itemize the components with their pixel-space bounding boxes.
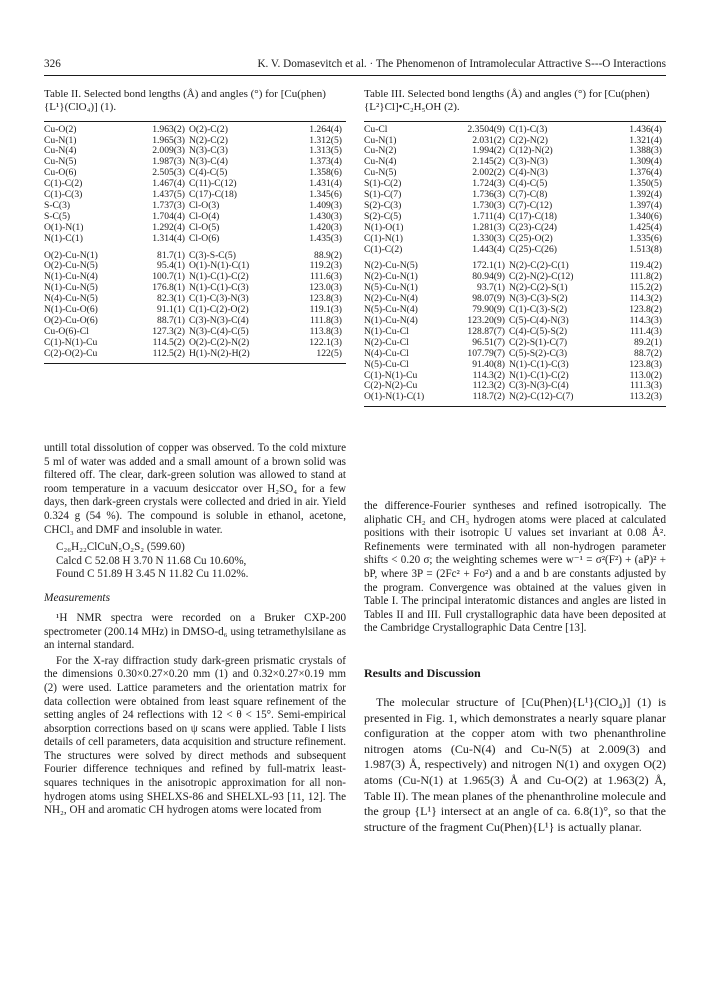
bond-value-cell: 95.4(1) xyxy=(157,261,185,272)
table-row xyxy=(364,201,666,212)
bond-value-cell: 1.409(3) xyxy=(309,200,342,211)
bond-value-cell: 1.513(8) xyxy=(629,244,662,255)
left-column xyxy=(44,88,346,364)
bond-label-cell: S(1)-C(2) xyxy=(364,179,402,190)
table-row xyxy=(364,327,666,338)
bond-value-cell: 123.8(3) xyxy=(309,294,342,305)
bond-label-cell: C(12)-N(2) xyxy=(509,146,553,157)
table-row xyxy=(44,261,346,272)
bond-value-cell: 2.031(2) xyxy=(472,135,505,146)
bond-label-cell: N(1)-O(1) xyxy=(364,222,404,233)
bond-value-cell: 1.345(6) xyxy=(309,190,342,201)
bond-value-cell: 113.2(3) xyxy=(629,392,662,403)
bond-value-cell: 1.435(3) xyxy=(309,233,342,244)
bond-value-cell: 123.20(9) xyxy=(467,316,505,326)
table-row xyxy=(364,146,666,157)
paragraph: The molecular structure of [Cu(Phen){L¹}(ClO₄)] (1) is presented in Fig. 1, which demonstrates a nearly square planar configuration at the copper atom with two phenanthroline nitrogen atoms (Cu-N(4) and Cu-N(5) at 2.009(3) and 1.987(3) Å, respectively) and nitrogen N(1) and oxygen O(2) atoms (Cu-N(1) at 1.965(3) Å and Cu-O(2) at 1.963(2) Å, Table II). The mean planes of the phenanthroline molecule and the group {L¹} intersect at an angle of ca. 6.8(1)°, so that the structure of the fragment Cu(Phen){L¹} is actually planar. xyxy=(364,694,666,834)
table-row xyxy=(44,316,346,327)
bond-label-cell: N(3)-C(3)-S(2) xyxy=(509,294,568,305)
bond-value-cell: 82.3(1) xyxy=(157,294,185,305)
bond-label-cell: N(5)-Cu-N(4) xyxy=(364,305,418,316)
table-row xyxy=(364,125,666,136)
bond-label-cell: C(3)-N(3)-C(4) xyxy=(189,316,249,326)
bond-label-cell: Cu-N(5) xyxy=(364,168,397,179)
bond-label-cell: N(1)-C(1) xyxy=(44,233,83,244)
bond-value-cell: 119.2(3) xyxy=(309,261,342,272)
bond-label-cell: C(17)-C(18) xyxy=(509,211,557,222)
bond-value-cell: 1.312(5) xyxy=(309,135,342,146)
table-row xyxy=(364,136,666,147)
results-heading: Results and Discussion xyxy=(364,665,481,680)
table-row xyxy=(44,338,346,349)
table-row xyxy=(364,245,666,256)
table-row xyxy=(44,125,346,136)
bond-value-cell: 1.340(6) xyxy=(629,211,662,222)
right-column xyxy=(364,88,666,407)
table-row xyxy=(364,316,666,327)
table2-bottom-rule xyxy=(44,363,346,364)
bond-value-cell: 122(5) xyxy=(316,348,342,359)
table3-top-rule xyxy=(364,121,666,122)
bond-label-cell: C(1)-C(3) xyxy=(44,190,83,201)
table-row xyxy=(364,179,666,190)
bond-label-cell: C(2)-N(2) xyxy=(509,135,548,146)
bond-value-cell: 1.335(6) xyxy=(629,233,662,244)
bond-label-cell: H(1)-N(2)-H(2) xyxy=(189,348,250,359)
table-row xyxy=(44,327,346,338)
bond-value-cell: 1.431(4) xyxy=(309,179,342,190)
bond-label-cell: Cu-N(1) xyxy=(364,135,397,146)
bond-label-cell: S(2)-C(3) xyxy=(364,200,402,211)
bond-label-cell: C(11)-C(12) xyxy=(189,179,237,190)
bond-value-cell: 1.730(3) xyxy=(472,200,505,211)
bond-label-cell: C(23)-C(24) xyxy=(509,222,557,233)
bond-label-cell: Cl-O(4) xyxy=(189,211,220,222)
bond-label-cell: O(2)-Cu-N(1) xyxy=(44,249,98,261)
bond-value-cell: 2.505(3) xyxy=(152,168,185,179)
bond-value-cell: 1.313(5) xyxy=(309,146,342,157)
table-row xyxy=(44,179,346,190)
bond-value-cell: 172.1(1) xyxy=(472,260,505,272)
bond-label-cell: Cu-O(6)-Cl xyxy=(44,326,89,337)
found-analysis: Found C 51.89 H 3.45 N 11.82 Cu 11.02%. xyxy=(56,568,249,581)
running-title: K. V. Domasevitch et al. · The Phenomenon of Intramolecular Attractive S---O Interactions xyxy=(257,58,666,70)
bond-label-cell: Cu-N(2) xyxy=(364,146,397,157)
bond-label-cell: C(4)-C(5)-S(2) xyxy=(509,326,568,337)
bond-label-cell: N(4)-Cu-N(5) xyxy=(44,294,98,305)
bond-label-cell: N(2)-Cu-Cl xyxy=(364,337,409,348)
page-number: 326 xyxy=(44,58,61,70)
table-row xyxy=(364,157,666,168)
paragraph: For the X-ray diffraction study dark-green prismatic crystals of the dimensions 0.30×0.27×0.20 mm (1) and 0.32×0.27×0.19 mm (2) were used. Lattice parameters and the orientation matrix for data collection were obtained from least square refinement of the setting angles of 24 reflections with 12 < θ < 15°. Semi-empirical absorption corrections based on ψ scans were applied. Table I lists details of cell parameters, data acquisition and structure refinement. The structures were solved by direct methods and subsequent Fourier difference techniques and refined by full-matrix least-squares techniques in the anisotropic approximation for all non-hydrogen atoms using SHELXS-86 and SHELXL-93 [11, 12]. The NH₂, OH and aromatic CH hydrogen atoms were located from xyxy=(44,654,346,817)
bond-label-cell: S-C(5) xyxy=(44,211,71,222)
table-row xyxy=(364,381,666,392)
table-row xyxy=(364,283,666,294)
table-row xyxy=(44,305,346,316)
bond-label-cell: C(4)-C(5) xyxy=(509,179,548,190)
bond-value-cell: 1.965(3) xyxy=(152,135,185,146)
bond-value-cell: 119.1(3) xyxy=(309,305,342,316)
bond-value-cell: 2.145(2) xyxy=(472,157,505,168)
bond-label-cell: C(7)-C(12) xyxy=(509,200,553,211)
bond-value-cell: 96.51(7) xyxy=(472,337,505,348)
bond-label-cell: Cu-N(4) xyxy=(364,157,397,168)
bond-label-cell: Cu-N(5) xyxy=(44,157,77,168)
table-row xyxy=(44,272,346,283)
table-row xyxy=(44,212,346,223)
table3-body xyxy=(364,125,666,404)
bond-value-cell: 1.292(4) xyxy=(152,222,185,233)
bond-label-cell: N(1)-Cu-O(6) xyxy=(44,305,98,316)
bond-value-cell: 1.736(3) xyxy=(472,190,505,201)
bond-value-cell: 111.4(3) xyxy=(629,326,662,337)
table-row xyxy=(44,223,346,234)
bond-label-cell: C(1)-N(1)-Cu xyxy=(364,370,418,381)
table-row xyxy=(44,136,346,147)
bond-label-cell: N(5)-Cu-Cl xyxy=(364,359,409,370)
bond-label-cell: O(1)-N(1)-C(1) xyxy=(189,261,250,272)
bond-value-cell: 1.350(5) xyxy=(629,179,662,190)
paragraph: the difference-Fourier syntheses and refined isotropically. The aliphatic CH₂ and CH₃ hydrogen atoms were placed at calculated positions with their isotropic U values set invariant at 0.08 Å². Refinements were terminated with all non-hydrogen parameter shifts < 0.20 σ; the weighting schemes were w⁻¹ = σ²(F²) + (aP)² + bP, where 3P = (2Fc² + Fo²) and a and b are constants adjusted by the program. Convergence was obtained at the values given in Table I. The principal interatomic distances and angles are listed in Tables II and III. Full crystallographic data have been deposited at the Cambridge Crystallographic Data Centre [13]. xyxy=(364,500,666,635)
bond-label-cell: Cu-Cl xyxy=(364,124,388,135)
bond-value-cell: 1.467(4) xyxy=(152,179,185,190)
bond-value-cell: 1.330(3) xyxy=(472,233,505,244)
bond-value-cell: 1.436(4) xyxy=(629,124,662,135)
bond-value-cell: 91.1(1) xyxy=(157,305,185,316)
bond-label-cell: C(7)-C(8) xyxy=(509,190,548,201)
bond-value-cell: 112.3(2) xyxy=(472,381,505,392)
bond-label-cell: N(1)-Cu-N(5) xyxy=(44,283,98,294)
bond-value-cell: 111.8(2) xyxy=(629,272,662,283)
bond-label-cell: N(2)-Cu-N(5) xyxy=(364,260,418,272)
bond-value-cell: 115.2(2) xyxy=(629,283,662,294)
bond-value-cell: 1.314(4) xyxy=(152,233,185,244)
right-text-block xyxy=(364,500,666,835)
bond-value-cell: 1.425(4) xyxy=(629,222,662,233)
table-row xyxy=(364,392,666,403)
bond-label-cell: N(2)-C(2)-C(1) xyxy=(509,260,569,272)
bond-label-cell: C(2)-N(2)-C(12) xyxy=(509,272,574,283)
table-row xyxy=(364,255,666,272)
bond-value-cell: 88.7(1) xyxy=(157,316,185,326)
bond-value-cell: 114.3(2) xyxy=(472,370,505,381)
table-row xyxy=(44,234,346,245)
bond-value-cell: 1.376(4) xyxy=(629,168,662,179)
bond-value-cell: 2.009(3) xyxy=(152,146,185,157)
bond-value-cell: 1.397(4) xyxy=(629,200,662,211)
bond-label-cell: S(1)-C(7) xyxy=(364,190,402,201)
bond-label-cell: Cl-O(3) xyxy=(189,200,220,211)
bond-value-cell: 1.388(3) xyxy=(629,146,662,157)
table-row xyxy=(44,157,346,168)
bond-value-cell: 93.7(1) xyxy=(477,283,505,294)
table-row xyxy=(364,168,666,179)
bond-label-cell: O(1)-N(1)-C(1) xyxy=(364,392,425,403)
bond-value-cell: 1.737(3) xyxy=(152,200,185,211)
bond-label-cell: C(1)-C(3)-S(2) xyxy=(509,305,568,316)
running-header xyxy=(44,58,666,76)
bond-value-cell: 122.1(3) xyxy=(309,337,342,348)
bond-value-cell: 1.309(4) xyxy=(629,157,662,168)
bond-value-cell: 114.5(2) xyxy=(152,337,185,348)
bond-label-cell: O(1)-N(1) xyxy=(44,222,84,233)
bond-value-cell: 1.321(4) xyxy=(629,135,662,146)
paragraph: ¹H NMR spectra were recorded on a Bruker CXP-200 spectrometer (200.14 MHz) in DMSO-d₆ using tetramethylsilane as an internal standard. xyxy=(44,611,346,652)
table-row xyxy=(364,223,666,234)
bond-value-cell: 88.9(2) xyxy=(314,249,342,261)
bond-value-cell: 114.3(3) xyxy=(629,316,662,326)
bond-label-cell: N(1)-Cu-Cl xyxy=(364,326,409,337)
bond-label-cell: C(1)-C(2) xyxy=(44,179,83,190)
table-row xyxy=(44,349,346,360)
bond-label-cell: Cu-N(4) xyxy=(44,146,77,157)
bond-value-cell: 1.724(3) xyxy=(472,179,505,190)
bond-label-cell: N(3)-C(4) xyxy=(189,157,228,168)
bond-label-cell: O(2)-Cu-N(5) xyxy=(44,261,98,272)
bond-value-cell: 1.373(4) xyxy=(309,157,342,168)
bond-value-cell: 114.3(2) xyxy=(629,294,662,305)
bond-label-cell: S-C(3) xyxy=(44,200,71,211)
table-row xyxy=(44,190,346,201)
bond-value-cell: 100.7(1) xyxy=(152,272,185,283)
bond-label-cell: C(2)-O(2)-Cu xyxy=(44,348,98,359)
table-row xyxy=(44,294,346,305)
bond-label-cell: C(25)-O(2) xyxy=(509,233,553,244)
bond-label-cell: N(1)-Cu-N(4) xyxy=(364,316,418,326)
table-row xyxy=(44,245,346,262)
bond-value-cell: 80.94(9) xyxy=(472,272,505,283)
bond-label-cell: O(2)-C(2) xyxy=(189,124,228,135)
bond-label-cell: Cl-O(5) xyxy=(189,222,220,233)
table-row xyxy=(364,294,666,305)
table-row xyxy=(44,283,346,294)
bond-value-cell: 111.8(3) xyxy=(309,316,342,326)
table-row xyxy=(364,338,666,349)
bond-label-cell: N(2)-C(2)-S(1) xyxy=(509,283,568,294)
bond-label-cell: N(1)-C(1)-C(2) xyxy=(509,370,569,381)
bond-value-cell: 107.79(7) xyxy=(467,348,505,359)
bond-value-cell: 118.7(2) xyxy=(472,392,505,403)
bond-label-cell: Cu-O(6) xyxy=(44,168,77,179)
paragraph: untill total dissolution of copper was observed. To the cold mixture 5 ml of water was added and a small amount of a brown solid was filtered off. The clear, dark-green solution was allowed to stand at room temperature in a vacuum desiccator over H₂SO₄ for a few days, then dark-green crystals were collected and dried in air. Yield 0.324 g (54 %). The compound is soluble in ethanol, acetone, CHCl₃ and DMF and insoluble in water. xyxy=(44,442,346,536)
bond-value-cell: 119.4(2) xyxy=(629,260,662,272)
bond-value-cell: 1.987(3) xyxy=(152,157,185,168)
table-row xyxy=(364,190,666,201)
bond-value-cell: 113.8(3) xyxy=(309,326,342,337)
bond-value-cell: 89.2(1) xyxy=(634,337,662,348)
bond-value-cell: 127.3(2) xyxy=(152,326,185,337)
bond-value-cell: 98.07(9) xyxy=(472,294,505,305)
bond-label-cell: N(2)-C(2) xyxy=(189,135,228,146)
bond-value-cell: 128.87(7) xyxy=(467,326,505,337)
bond-label-cell: C(5)-C(4)-N(3) xyxy=(509,316,569,326)
table-row xyxy=(364,305,666,316)
bond-label-cell: C(4)-C(5) xyxy=(189,168,228,179)
bond-label-cell: C(1)-N(1)-Cu xyxy=(44,337,98,348)
bond-label-cell: N(1)-C(1)-C(3) xyxy=(189,283,249,294)
bond-label-cell: N(4)-Cu-Cl xyxy=(364,348,409,359)
bond-label-cell: Cu-O(2) xyxy=(44,124,77,135)
header-rule xyxy=(44,75,666,76)
bond-label-cell: N(2)-Cu-N(1) xyxy=(364,272,418,283)
bond-value-cell: 123.8(3) xyxy=(629,359,662,370)
bond-value-cell: 1.704(4) xyxy=(152,211,185,222)
bond-value-cell: 1.430(3) xyxy=(309,211,342,222)
bond-value-cell: 88.7(2) xyxy=(634,348,662,359)
bond-value-cell: 123.8(2) xyxy=(629,305,662,316)
bond-label-cell: C(25)-C(26) xyxy=(509,244,557,255)
bond-value-cell: 1.264(4) xyxy=(309,124,342,135)
table2-caption: Table II. Selected bond lengths (Å) and angles (°) for [Cu(phen){L¹}(ClO₄)] (1). xyxy=(44,88,326,114)
bond-value-cell: 1.437(5) xyxy=(152,190,185,201)
table-row xyxy=(364,272,666,283)
bond-label-cell: C(1)-N(1) xyxy=(364,233,403,244)
calcd-analysis: Calcd C 52.08 H 3.70 N 11.68 Cu 10.60%, xyxy=(56,554,247,567)
bond-value-cell: 91.40(8) xyxy=(472,359,505,370)
bond-label-cell: C(3)-S-C(5) xyxy=(189,249,236,261)
table-row xyxy=(364,371,666,382)
molecular-formula: C₂₆H₂₂ClCuN₅O₂S₂ (599.60) xyxy=(56,541,185,554)
bond-value-cell: 123.0(3) xyxy=(309,283,342,294)
bond-value-cell: 1.994(2) xyxy=(472,146,505,157)
bond-label-cell: S(2)-C(5) xyxy=(364,211,402,222)
bond-value-cell: 81.7(1) xyxy=(157,249,185,261)
table-row xyxy=(364,212,666,223)
bond-label-cell: N(1)-C(1)-C(3) xyxy=(509,359,569,370)
bond-value-cell: 79.90(9) xyxy=(472,305,505,316)
bond-label-cell: C(1)-C(2)-O(2) xyxy=(189,305,249,316)
bond-value-cell: 1.963(2) xyxy=(152,124,185,135)
bond-label-cell: N(2)-Cu-N(4) xyxy=(364,294,418,305)
bond-label-cell: C(1)-C(3) xyxy=(509,124,548,135)
bond-value-cell: 176.8(1) xyxy=(152,283,185,294)
bond-label-cell: C(1)-C(3)-N(3) xyxy=(189,294,249,305)
bond-value-cell: 1.392(4) xyxy=(629,190,662,201)
table3-caption: Table III. Selected bond lengths (Å) and angles (°) for [Cu(phen){L²}Cl]•C₂H₅OH (2). xyxy=(364,88,650,114)
bond-label-cell: C(5)-S(2)-C(3) xyxy=(509,348,568,359)
table-row xyxy=(44,146,346,157)
table-row xyxy=(44,201,346,212)
bond-label-cell: C(3)-N(3)-C(4) xyxy=(509,381,569,392)
left-text-block xyxy=(44,442,346,818)
table2-body xyxy=(44,125,346,360)
table2-top-rule xyxy=(44,121,346,122)
bond-label-cell: N(5)-Cu-N(1) xyxy=(364,283,418,294)
table3 xyxy=(364,125,666,404)
table2 xyxy=(44,125,346,360)
bond-value-cell: 111.3(3) xyxy=(629,381,662,392)
bond-label-cell: N(2)-C(12)-C(7) xyxy=(509,392,574,403)
measurements-heading: Measurements xyxy=(44,591,111,604)
table-row xyxy=(44,168,346,179)
table-row xyxy=(364,234,666,245)
bond-label-cell: C(4)-N(3) xyxy=(509,168,548,179)
bond-label-cell: O(2)-Cu-O(6) xyxy=(44,316,98,326)
bond-value-cell: 113.0(2) xyxy=(629,370,662,381)
bond-value-cell: 1.711(4) xyxy=(472,211,505,222)
bond-label-cell: N(3)-C(4)-C(5) xyxy=(189,326,249,337)
bond-value-cell: 1.358(6) xyxy=(309,168,342,179)
bond-value-cell: 2.3504(9) xyxy=(467,124,505,135)
bond-label-cell: Cl-O(6) xyxy=(189,233,220,244)
bond-label-cell: Cu-N(1) xyxy=(44,135,77,146)
bond-value-cell: 1.420(3) xyxy=(309,222,342,233)
bond-label-cell: N(3)-C(3) xyxy=(189,146,228,157)
table-row xyxy=(364,360,666,371)
bond-value-cell: 1.443(4) xyxy=(472,244,505,255)
bond-value-cell: 1.281(3) xyxy=(472,222,505,233)
bond-value-cell: 112.5(2) xyxy=(152,348,185,359)
bond-label-cell: C(2)-N(2)-Cu xyxy=(364,381,418,392)
bond-label-cell: C(2)-S(1)-C(7) xyxy=(509,337,568,348)
bond-label-cell: C(17)-C(18) xyxy=(189,190,237,201)
bond-label-cell: C(1)-C(2) xyxy=(364,244,403,255)
table-row xyxy=(364,349,666,360)
table3-bottom-rule xyxy=(364,406,666,407)
bond-label-cell: N(1)-Cu-N(4) xyxy=(44,272,98,283)
bond-label-cell: O(2)-C(2)-N(2) xyxy=(189,337,250,348)
bond-value-cell: 111.6(3) xyxy=(309,272,342,283)
bond-label-cell: N(1)-C(1)-C(2) xyxy=(189,272,249,283)
bond-label-cell: C(3)-N(3) xyxy=(509,157,548,168)
bond-value-cell: 2.002(2) xyxy=(472,168,505,179)
